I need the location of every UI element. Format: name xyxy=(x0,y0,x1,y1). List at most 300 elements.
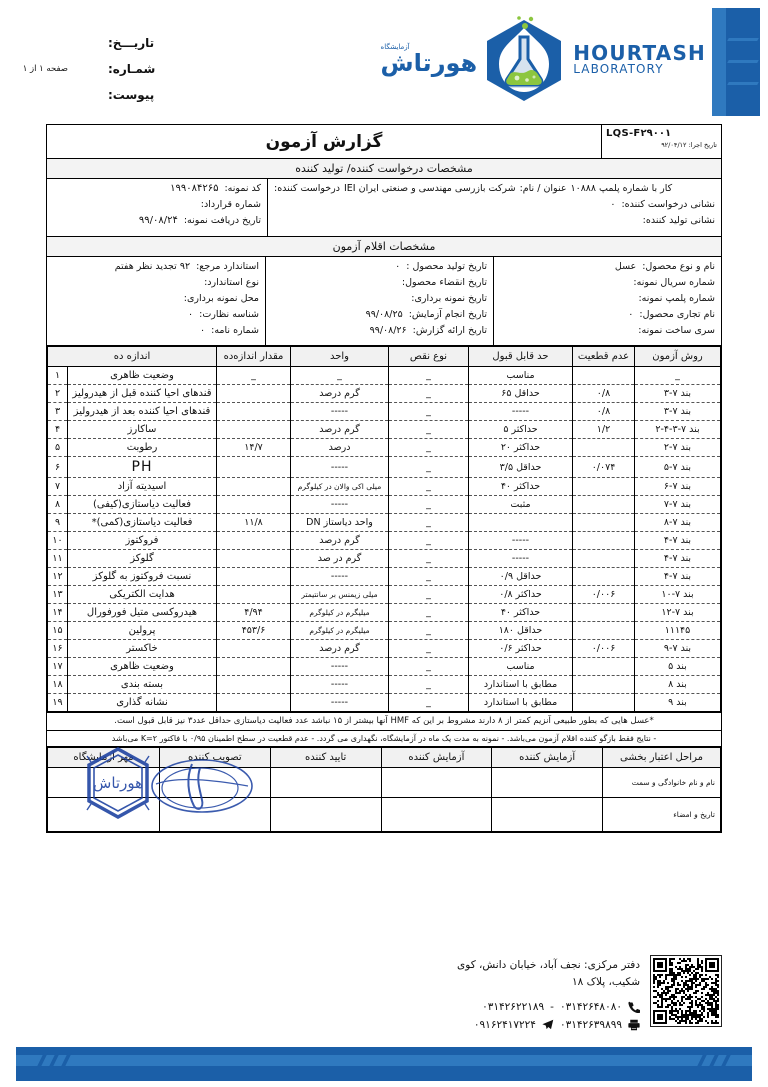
cell-parameter-name: وضعیت ظاهری xyxy=(68,658,217,676)
cell-uncertainty: ۰/۰۰۶ xyxy=(573,640,635,658)
cell-measured-value xyxy=(217,385,291,403)
cell-row-index: ۱۳ xyxy=(48,586,68,604)
item-field-row xyxy=(500,293,715,304)
phone-separator: - xyxy=(550,1000,554,1013)
signature-row-date xyxy=(48,798,721,832)
sample-code-value: ۱۹۹۰۸۴۲۶۵ xyxy=(170,183,219,194)
cell-parameter-name: اسیدیته آزاد xyxy=(68,478,217,496)
flask-hexagon-logo-icon xyxy=(481,14,567,104)
cell-row-index: ۱۶ xyxy=(48,640,68,658)
phone-row-primary xyxy=(457,998,640,1016)
item-field-row xyxy=(53,261,259,272)
table-row xyxy=(48,550,721,568)
sig-cell[interactable] xyxy=(270,768,381,798)
cell-row-index: ۱۹ xyxy=(48,694,68,712)
col-measured-value: مقدار اندازه‌ده xyxy=(217,347,291,367)
col-defect-type: نوع نقص xyxy=(389,347,469,367)
form-code: LQS-F۲۹۰۰۱ xyxy=(606,128,672,139)
item-field-value: ۹۹/۰۸/۲۶ xyxy=(369,325,407,336)
table-row xyxy=(48,676,721,694)
producer-address-label: نشانی تولید کننده: xyxy=(642,215,715,226)
cell-method: بند ۷-۹ xyxy=(635,640,721,658)
cell-uncertainty xyxy=(573,514,635,532)
address-line-2: شکیب، پلاک ۱۸ xyxy=(571,976,640,989)
cell-defect-type: _ xyxy=(389,676,469,694)
cell-uncertainty xyxy=(573,478,635,496)
cell-uncertainty: ۰/۸ xyxy=(573,385,635,403)
cell-defect-type: _ xyxy=(389,421,469,439)
cell-method: بند ۹ xyxy=(635,694,721,712)
office-address xyxy=(457,955,640,992)
table-row xyxy=(48,385,721,403)
table-row xyxy=(48,457,721,478)
table-row xyxy=(48,403,721,421)
table-row xyxy=(48,658,721,676)
cell-parameter-name: قندهای احیا کننده قبل از هیدرولیز xyxy=(68,385,217,403)
logo-fa-name: هورتاش xyxy=(380,48,478,77)
item-field-value: ۰ xyxy=(188,309,194,320)
cell-row-index: ۱۰ xyxy=(48,532,68,550)
cell-acceptable-limit: ----- xyxy=(469,403,573,421)
cell-row-index: ۶ xyxy=(48,457,68,478)
cell-defect-type: _ xyxy=(389,568,469,586)
cell-acceptable-limit xyxy=(469,514,573,532)
item-field-row xyxy=(272,309,487,320)
requester-details xyxy=(47,179,721,237)
items-section-heading: مشخصات اقلام آزمون xyxy=(47,237,721,257)
corner-stripe xyxy=(727,38,759,41)
requester-right-col xyxy=(47,179,267,236)
footnote-general: - نتایج فقط بازگو کننده اقلام آزمون می‌باشد. - نمونه به مدت یک ماه در آزمایشگاه، نگهداری می گردد. - عدم قطعیت در سطح اطمینان ۰/۹۵ با فاکتور K=۲ می‌باشد xyxy=(47,731,721,747)
page-indicator: صفحه ۱ از ۱ xyxy=(22,64,68,74)
cell-row-index: ۱۴ xyxy=(48,604,68,622)
logo-subtitle: LABORATORY xyxy=(573,62,664,76)
col-method: روش آزمون xyxy=(635,347,721,367)
cell-uncertainty xyxy=(573,532,635,550)
item-field-label: تاریخ انقضاء محصول: xyxy=(401,277,487,288)
item-field-row xyxy=(272,277,487,288)
cell-row-index: ۷ xyxy=(48,478,68,496)
cell-method: بند ۷-۳-۴-۲ xyxy=(635,421,721,439)
table-row xyxy=(48,694,721,712)
mobile-number: ۰۹۱۶۲۴۱۷۲۲۴ xyxy=(473,1019,536,1031)
cell-defect-type: _ xyxy=(389,694,469,712)
cell-acceptable-limit: مناسب xyxy=(469,658,573,676)
item-field-row xyxy=(272,293,487,304)
table-row xyxy=(48,439,721,457)
sig-col-tester-1: آزمایش کننده xyxy=(492,748,603,768)
cell-row-index: ۸ xyxy=(48,496,68,514)
sig-col-tester-2: آزمایش کننده xyxy=(381,748,492,768)
requester-row xyxy=(274,183,715,194)
header-attachment-label: پیوست: xyxy=(108,88,155,102)
cell-row-index: ۴ xyxy=(48,421,68,439)
cell-defect-type: _ xyxy=(389,403,469,421)
corner-stripe xyxy=(712,8,726,116)
cell-unit: گرم در صد xyxy=(291,550,389,568)
logo-persian-text xyxy=(381,44,478,75)
cell-measured-value xyxy=(217,658,291,676)
table-row xyxy=(48,421,721,439)
company-logo xyxy=(381,14,706,104)
cell-parameter-name: فروکتوز xyxy=(68,532,217,550)
item-field-label: نوع استاندارد: xyxy=(204,277,259,288)
cell-unit: درصد xyxy=(291,439,389,457)
cell-defect-type: _ xyxy=(389,604,469,622)
cell-acceptable-limit: حداقل ۳/۵ xyxy=(469,457,573,478)
results-body xyxy=(48,367,721,712)
sig-cell-lab-stamp[interactable] xyxy=(48,768,160,798)
signature-row-name xyxy=(48,768,721,798)
item-field-label: شماره سریال نمونه: xyxy=(633,277,715,288)
cell-unit: ----- xyxy=(291,457,389,478)
cell-measured-value xyxy=(217,496,291,514)
footer-banner xyxy=(16,1047,752,1081)
cell-uncertainty: ۱/۲ xyxy=(573,421,635,439)
item-field-row xyxy=(53,309,259,320)
cell-row-index: ۱۱ xyxy=(48,550,68,568)
items-col-right xyxy=(493,257,721,345)
cell-row-index: ۱ xyxy=(48,367,68,385)
telephone-icon xyxy=(628,1001,640,1013)
cell-acceptable-limit: حداکثر ۴۰ xyxy=(469,478,573,496)
form-issue-date: تاریخ اجرا: ۹۲/۰۴/۱۲ xyxy=(661,140,717,149)
cell-acceptable-limit: ----- xyxy=(469,550,573,568)
item-field-value: ۰ xyxy=(395,261,401,272)
item-field-row xyxy=(272,325,487,336)
table-row xyxy=(48,568,721,586)
table-row xyxy=(48,478,721,496)
cell-unit: میلیگرم در کیلوگرم xyxy=(291,622,389,640)
cell-defect-type: _ xyxy=(389,658,469,676)
item-field-label: محل نمونه برداری: xyxy=(183,293,259,304)
footer-contact-block xyxy=(302,955,722,1034)
cell-uncertainty xyxy=(573,604,635,622)
items-details xyxy=(47,257,721,346)
cell-acceptable-limit: مناسب xyxy=(469,367,573,385)
cell-method: بند ۷-۴ xyxy=(635,532,721,550)
form-code-block xyxy=(601,125,721,158)
cell-parameter-name: قندهای احیا کننده بعد از هیدرولیز xyxy=(68,403,217,421)
cell-method: ۱۱۱۴۵ xyxy=(635,622,721,640)
cell-uncertainty xyxy=(573,439,635,457)
cell-row-index: ۵ xyxy=(48,439,68,457)
banner-light-stripe xyxy=(16,1055,752,1066)
item-field-label: سری ساخت نمونه: xyxy=(638,325,715,336)
corner-stripe xyxy=(727,60,759,63)
cell-measured-value xyxy=(217,550,291,568)
cell-defect-type: _ xyxy=(389,478,469,496)
item-field-row xyxy=(500,277,715,288)
sig-cell-authorizer-signature[interactable] xyxy=(160,768,271,798)
cell-row-index: ۲ xyxy=(48,385,68,403)
sample-code-row xyxy=(53,183,261,194)
cell-method: بند ۵ xyxy=(635,658,721,676)
cell-measured-value: ۴/۹۴ xyxy=(217,604,291,622)
header-meta-block xyxy=(108,36,238,114)
phone-row-secondary xyxy=(457,1016,640,1034)
cell-measured-value: ۴۵۳/۶ xyxy=(217,622,291,640)
cell-parameter-name: نسبت فروکتوز به گلوکز xyxy=(68,568,217,586)
header-date-label: تاریـــخ: xyxy=(108,36,155,50)
cell-measured-value xyxy=(217,421,291,439)
cell-method: بند ۸ xyxy=(635,676,721,694)
signature-table xyxy=(47,747,721,832)
cell-defect-type: _ xyxy=(389,586,469,604)
item-field-row xyxy=(500,309,715,320)
results-table xyxy=(47,346,721,712)
cell-uncertainty xyxy=(573,658,635,676)
cell-measured-value: _ xyxy=(217,367,291,385)
cell-method: بند ۷-۸ xyxy=(635,514,721,532)
item-field-value: ۰ xyxy=(628,309,634,320)
item-field-row xyxy=(272,261,487,272)
receive-date-label: تاریخ دریافت نمونه: xyxy=(183,215,261,226)
fax-icon xyxy=(628,1019,640,1031)
report-document xyxy=(46,124,722,833)
cell-measured-value: ۱۴/۷ xyxy=(217,439,291,457)
items-col-middle xyxy=(265,257,493,345)
cell-unit: گرم درصد xyxy=(291,640,389,658)
cell-row-index: ۱۵ xyxy=(48,622,68,640)
item-field-row xyxy=(500,325,715,336)
telegram-icon xyxy=(542,1019,554,1031)
qr-code-image xyxy=(653,958,719,1024)
cell-parameter-name: وضعیت ظاهری xyxy=(68,367,217,385)
cell-method: بند ۷-۵ xyxy=(635,457,721,478)
cell-defect-type: _ xyxy=(389,550,469,568)
cell-parameter-name: خاکستر xyxy=(68,640,217,658)
cell-acceptable-limit: حداقل ۰/۹ xyxy=(469,568,573,586)
cell-unit: ----- xyxy=(291,694,389,712)
sig-cell[interactable] xyxy=(492,798,603,832)
table-row xyxy=(48,514,721,532)
contract-number-row xyxy=(53,199,261,210)
cell-acceptable-limit: مطابق با استاندارد xyxy=(469,676,573,694)
cell-measured-value xyxy=(217,676,291,694)
sample-code-label: کد نمونه: xyxy=(224,183,261,194)
receive-date-row xyxy=(53,215,261,226)
cell-defect-type: _ xyxy=(389,622,469,640)
cell-parameter-name: فعالیت دیاستازی(کیفی) xyxy=(68,496,217,514)
cell-uncertainty xyxy=(573,676,635,694)
corner-stripe xyxy=(727,82,759,85)
sig-cell[interactable] xyxy=(381,798,492,832)
title-name-label: عنوان / نام: xyxy=(519,183,567,194)
cell-method: بند ۷-۷ xyxy=(635,496,721,514)
table-row xyxy=(48,586,721,604)
cell-measured-value xyxy=(217,532,291,550)
item-field-value: ۰ xyxy=(200,325,206,336)
producer-address-row xyxy=(274,215,715,226)
cell-unit: میلی اکی والان در کیلوگرم xyxy=(291,478,389,496)
cell-uncertainty: ۰/۸ xyxy=(573,403,635,421)
header-number-label: شمـاره: xyxy=(108,62,156,76)
cell-parameter-name: هیدروکسی متیل فورفورال xyxy=(68,604,217,622)
cell-method: بند ۷-۱۰ xyxy=(635,586,721,604)
cell-defect-type: _ xyxy=(389,439,469,457)
cell-parameter-name: پرولین xyxy=(68,622,217,640)
cell-measured-value xyxy=(217,568,291,586)
table-row xyxy=(48,367,721,385)
table-row xyxy=(48,496,721,514)
cell-uncertainty xyxy=(573,496,635,514)
item-field-label: شماره نامه: xyxy=(211,325,259,336)
item-field-label: شناسه نظارت: xyxy=(199,309,259,320)
sig-col-lab-stamp: مهر آزمایشگاه xyxy=(48,748,160,768)
cell-row-index: ۱۸ xyxy=(48,676,68,694)
item-field-row xyxy=(500,261,715,272)
cell-unit: ----- xyxy=(291,658,389,676)
item-field-label: شماره پلمپ نمونه: xyxy=(638,293,715,304)
col-uncertainty: عدم قطعیت xyxy=(573,347,635,367)
cell-method: بند ۷-۴ xyxy=(635,568,721,586)
cell-parameter-name: نشانه گذاری xyxy=(68,694,217,712)
cell-defect-type: _ xyxy=(389,367,469,385)
item-field-value: ۹۲ تجدید نظر هفتم xyxy=(114,261,191,272)
cell-acceptable-limit: حداکثر ۰/۸ xyxy=(469,586,573,604)
table-row xyxy=(48,640,721,658)
cell-acceptable-limit: حداقل ۶۵ xyxy=(469,385,573,403)
cell-uncertainty xyxy=(573,694,635,712)
cell-parameter-name: ساکارز xyxy=(68,421,217,439)
cell-measured-value xyxy=(217,403,291,421)
cell-defect-type: _ xyxy=(389,532,469,550)
cell-unit: ----- xyxy=(291,496,389,514)
cell-parameter-name: رطوبت xyxy=(68,439,217,457)
contract-number-label: شماره قرارداد: xyxy=(200,199,261,210)
cell-parameter-name: گلوکز xyxy=(68,550,217,568)
cell-unit: ----- xyxy=(291,676,389,694)
item-field-value: ۹۹/۰۸/۲۵ xyxy=(365,309,403,320)
requester-address-row xyxy=(274,199,715,210)
cell-parameter-name: هدایت الکتریکی xyxy=(68,586,217,604)
requester-label: درخواست کننده: xyxy=(274,183,340,194)
cell-method: بند ۷-۳ xyxy=(635,403,721,421)
cell-uncertainty xyxy=(573,568,635,586)
item-field-label: استاندارد مرجع: xyxy=(196,261,259,272)
fax-number: ۰۳۱۴۲۶۳۹۸۹۹ xyxy=(559,1019,622,1031)
sig-cell[interactable] xyxy=(160,798,271,832)
cell-unit: میلی زیمنس بر سانتیمتر xyxy=(291,586,389,604)
requester-address-value: ۰ xyxy=(610,199,616,210)
svg-text:هورتاش: هورتاش xyxy=(93,774,143,793)
corner-decor-bar xyxy=(712,8,760,116)
cell-defect-type: _ xyxy=(389,640,469,658)
sig-col-stage: مراحل اعتبار بخشی xyxy=(603,748,721,768)
requester-section-heading: مشخصات درخواست کننده/ تولید کننده xyxy=(47,159,721,179)
cell-parameter-name: فعالیت دیاستازی(کمی)* xyxy=(68,514,217,532)
col-parameter-name: اندازه ده xyxy=(48,347,217,367)
items-col-left xyxy=(47,257,265,345)
cell-unit: _ xyxy=(291,367,389,385)
cell-unit: ----- xyxy=(291,403,389,421)
cell-uncertainty: ۰/۰۰۶ xyxy=(573,586,635,604)
cell-acceptable-limit: حداقل ۱۸۰ xyxy=(469,622,573,640)
page-title: گزارش آزمون xyxy=(265,131,383,152)
cell-measured-value xyxy=(217,694,291,712)
cell-unit: ----- xyxy=(291,568,389,586)
qr-code[interactable] xyxy=(650,955,722,1027)
cell-measured-value xyxy=(217,457,291,478)
footnote-diastase: *عسل هایی که بطور طبیعی آنزیم کمتر از ۸ دارند مشروط بر این که HMF آنها بیشتر از ۱۵ نباشد عدد فعالیت دیاستازی حداقل عدد۳ نیز قابل قبول است. xyxy=(47,712,721,731)
cell-acceptable-limit: حداکثر ۴۰ xyxy=(469,604,573,622)
cell-method: بند ۷-۱۲ xyxy=(635,604,721,622)
cell-method: بند ۷-۲ xyxy=(635,439,721,457)
cell-defect-type: _ xyxy=(389,496,469,514)
table-row xyxy=(48,604,721,622)
cell-row-index: ۱۷ xyxy=(48,658,68,676)
item-field-label: تاریخ ارائه گزارش: xyxy=(412,325,487,336)
cell-acceptable-limit: ----- xyxy=(469,532,573,550)
cell-unit: میلیگرم در کیلوگرم xyxy=(291,604,389,622)
item-field-row xyxy=(53,293,259,304)
report-title-band xyxy=(47,125,721,159)
requester-left-col xyxy=(267,179,721,236)
logo-fa-sub: آزمایشگاه xyxy=(380,42,410,51)
address-line-1: دفتر مرکزی: نجف آباد، خیابان دانش، کوی xyxy=(457,959,640,971)
requester-value: شرکت بازرسی مهندسی و صنعتی ایران IEI xyxy=(343,183,516,194)
results-header-row xyxy=(48,347,721,367)
logo-english-text xyxy=(573,43,706,75)
col-acceptable-limit: حد قابل قبول xyxy=(469,347,573,367)
item-field-label: نام و نوع محصول: xyxy=(642,261,715,272)
cell-acceptable-limit: مطابق با استاندارد xyxy=(469,694,573,712)
cell-acceptable-limit: حداکثر ۰/۶ xyxy=(469,640,573,658)
cell-row-index: ۳ xyxy=(48,403,68,421)
cell-row-index: ۹ xyxy=(48,514,68,532)
sig-col-authorizer: تصویب کننده xyxy=(160,748,271,768)
cell-method: _ xyxy=(635,367,721,385)
cell-defect-type: _ xyxy=(389,457,469,478)
sig-cell[interactable] xyxy=(492,768,603,798)
cell-defect-type: _ xyxy=(389,385,469,403)
receive-date-value: ۹۹/۰۸/۲۴ xyxy=(138,215,178,226)
cell-measured-value xyxy=(217,478,291,496)
cell-unit: گرم درصد xyxy=(291,421,389,439)
cell-unit: گرم درصد xyxy=(291,532,389,550)
item-field-value: عسل xyxy=(614,261,637,272)
cell-measured-value xyxy=(217,640,291,658)
sig-cell[interactable] xyxy=(270,798,381,832)
item-field-row xyxy=(53,325,259,336)
cell-parameter-name: PH xyxy=(68,457,217,478)
cell-acceptable-limit: حداکثر ۵ xyxy=(469,421,573,439)
item-field-row xyxy=(53,277,259,288)
phone-number-2: ۰۳۱۴۲۶۴۸۰۸۰ xyxy=(559,1000,622,1013)
seal-number-value: کار با شماره پلمپ ۱۰۸۸۸ xyxy=(570,183,673,194)
table-row xyxy=(48,532,721,550)
item-field-label: تاریخ نمونه برداری: xyxy=(411,293,487,304)
cell-row-index: ۱۲ xyxy=(48,568,68,586)
cell-uncertainty xyxy=(573,367,635,385)
sig-cell[interactable] xyxy=(48,798,160,832)
item-field-label: تاریخ تولید محصول : xyxy=(406,261,487,272)
item-field-label: نام تجاری محصول: xyxy=(639,309,715,320)
cell-uncertainty xyxy=(573,622,635,640)
cell-measured-value: ۱۱/۸ xyxy=(217,514,291,532)
sig-col-approver: تایید کننده xyxy=(270,748,381,768)
col-unit: واحد xyxy=(291,347,389,367)
cell-unit: واحد دیاستاز DN xyxy=(291,514,389,532)
table-row xyxy=(48,622,721,640)
logo-title: HOURTASH xyxy=(573,41,706,65)
sig-cell[interactable] xyxy=(381,768,492,798)
phone-number-1: ۰۳۱۴۲۶۲۲۱۸۹ xyxy=(482,1000,545,1013)
cell-parameter-name: بسته بندی xyxy=(68,676,217,694)
phone-numbers xyxy=(457,998,640,1035)
cell-uncertainty: ۰/۰۷۴ xyxy=(573,457,635,478)
